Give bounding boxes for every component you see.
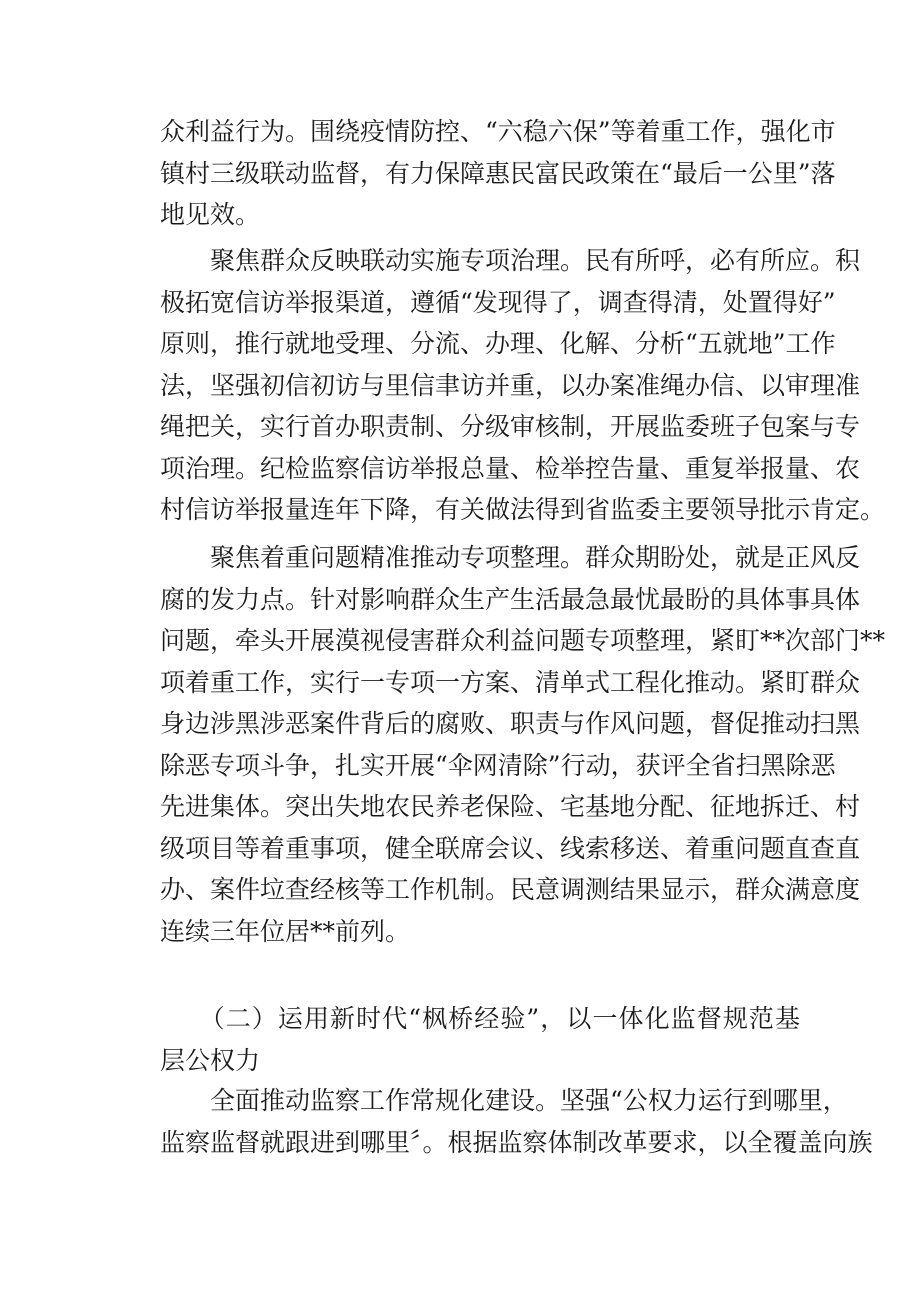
section-heading: [160, 998, 800, 1081]
text-line: 级项目等着重事项，健全联席会议、线索移送、着重问题直查直: [160, 833, 861, 863]
text-line: 办、案件垃查经核等工作机制。民意调测结果显示，群众满意度: [160, 875, 861, 904]
text-line: 镇村三级联动监督，有力保障惠民富民政策在“最后一公里”落: [160, 158, 836, 188]
text-line: 除恶专项斗争，扎实开展“伞网清除”行动，获评全省扫黑除恶: [160, 750, 836, 780]
text-line: 监察监督就跟进到哪里〞。根据监察体制改革要求，以全覆盖向族: [160, 1127, 873, 1157]
heading-line: （二）运用新时代“枫桥经验”，以一体化监督规范基: [160, 1004, 800, 1033]
text-line: 身边涉黑涉恶案件背后的腐败、职责与作风问题，督促推动扫黑: [160, 709, 861, 738]
text-line: 项着重工作，实行一专项一方案、清单式工程化推动。紧盯群众: [160, 667, 861, 697]
text-line: 极拓宽信访举报渠道，遵循“发现得了，调查得清，处置得好”: [160, 287, 836, 317]
paragraph: [160, 537, 886, 952]
text-line: 连续三年位居**前列。: [160, 916, 411, 946]
text-line: 地见效。: [160, 200, 261, 229]
text-line: 先进集体。突出失地农民养老保险、宅基地分配、征地拆迁、村: [160, 792, 861, 821]
text-line: 问题，牵头开展漠视侵害群众利益问题专项整理，紧盯**次部门**: [160, 626, 886, 655]
text-line: 绳把关，实行首办职责制、分级审核制，开展监委班子包案与专: [160, 412, 861, 441]
heading-line: 层公权力: [160, 1045, 261, 1075]
text-line: 众利益行为。围绕疫情防控、“六稳六保”等着重工作，强化市: [160, 117, 836, 146]
text-line: 腐的发力点。针对影响群众生产生活最急最忧最盼的具体事具体: [160, 584, 861, 614]
text-line: 原则，推行就地受理、分流、办理、化解、分析“五就地”工作: [160, 329, 836, 358]
paragraph: [160, 240, 886, 531]
text-line: 法，坚强初信初访与里信聿访并重，以办案准绳办信、以审理准: [160, 370, 861, 400]
text-line: 聚焦群众反映联动实施专项治理。民有所呼，必有所应。积: [160, 246, 861, 275]
paragraph: [160, 111, 836, 236]
text-line: 全面推动监察工作常规化建设。坚强“公权力运行到哪里，: [160, 1086, 848, 1115]
text-line: 聚焦着重问题精准推动专项整理。群众期盼处，就是正风反: [160, 543, 861, 572]
text-line: 项治理。纪检监察信访举报总量、检举控告量、重复举报量、农: [160, 453, 861, 483]
paragraph: [160, 1080, 873, 1163]
text-line: 村信访举报量连年下降，有关做法得到省监委主要领导批示肯定。: [160, 495, 886, 524]
